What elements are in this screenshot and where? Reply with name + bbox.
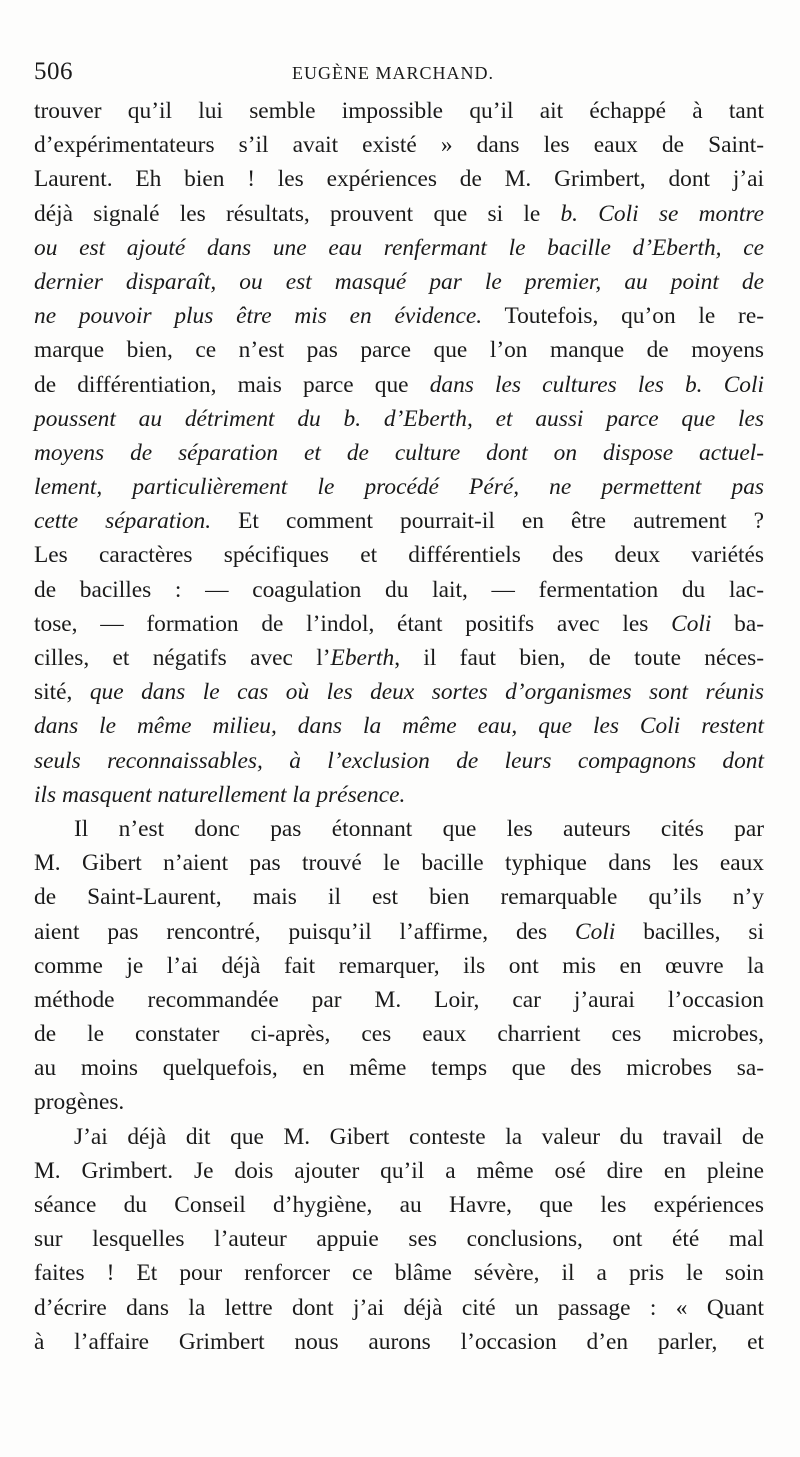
italic-text: ne pouvoir plus être mis en évidence.	[34, 303, 483, 330]
text-line	[34, 846, 764, 880]
text-line	[34, 1154, 764, 1188]
text-line	[34, 1188, 764, 1222]
page-header	[34, 58, 764, 88]
text-line	[34, 333, 764, 367]
text-segment: méthode recommandée par M. Loir, car j’aurai l’occasion	[34, 986, 764, 1013]
italic-text: seuls reconnaissables, à l’exclusion de leurs compagnons dont	[34, 747, 764, 774]
text-segment: progènes.	[34, 1089, 125, 1116]
text-line	[34, 573, 764, 607]
text-segment: M. Grimbert. Je dois ajouter qu’il a même osé dire en pleine	[34, 1157, 764, 1184]
text-line	[34, 915, 764, 949]
italic-text: ou est ajouté dans une eau renfermant le bacille d’Eberth, ce	[34, 234, 764, 261]
italic-text: dernier disparaît, ou est masqué par le premier, au point de	[34, 268, 764, 295]
text-line	[34, 1017, 764, 1051]
text-line	[34, 538, 764, 572]
italic-text: b. Coli se montre	[560, 200, 764, 227]
body-text	[34, 94, 764, 1359]
text-line	[34, 641, 764, 675]
text-segment: d’expérimentateurs s’il avait existé » dans les eaux de Saint-	[34, 132, 764, 159]
text-line	[34, 402, 764, 436]
italic-text: Coli	[671, 610, 712, 637]
italic-text: moyens de séparation et de culture dont on dispose actuel-	[34, 439, 764, 466]
italic-text: poussent au détriment du b. d’Eberth, et aussi parce que les	[34, 405, 764, 432]
text-segment: Il n’est donc pas étonnant que les auteurs cités par	[74, 815, 764, 842]
text-segment: Les caractères spécifiques et différentiels des deux variétés	[34, 542, 764, 569]
italic-text: Coli	[575, 918, 616, 945]
text-segment: d’écrire dans la lettre dont j’ai déjà cité un passage : « Quant	[34, 1294, 764, 1321]
text-line	[34, 94, 764, 128]
text-line	[34, 1325, 764, 1359]
italic-text: ils masquent naturellement la présence.	[34, 781, 406, 808]
text-line	[34, 1256, 764, 1290]
text-line	[34, 983, 764, 1017]
text-segment: bacilles, si	[615, 918, 764, 945]
text-line	[34, 368, 764, 402]
text-line	[34, 436, 764, 470]
text-segment: au moins quelquefois, en même temps que des microbes sa-	[34, 1055, 764, 1082]
text-line	[34, 675, 764, 709]
text-segment: aient pas rencontré, puisqu’il l’affirme, des	[34, 918, 576, 945]
text-segment: de bacilles : — coagulation du lait, — fermentation du lac-	[34, 576, 764, 603]
text-segment: déjà signalé les résultats, prouvent que si le	[34, 200, 561, 227]
text-segment: cilles, et négatifs avec l’	[34, 645, 331, 671]
text-segment: de différentiation, mais parce que	[34, 371, 430, 398]
text-line	[34, 504, 764, 538]
italic-text: que dans le cas où les deux sortes d’organismes sont réunis	[89, 679, 764, 706]
text-segment: à l’affaire Grimbert nous aurons l’occasion d’en parler, et	[34, 1328, 764, 1355]
text-segment: J’ai déjà dit que M. Gibert conteste la valeur du travail de	[74, 1123, 764, 1150]
text-line	[34, 744, 764, 778]
text-line	[34, 470, 764, 504]
text-line	[34, 709, 764, 743]
italic-text: lement, particulièrement le procédé Péré, ne permettent pas	[34, 474, 764, 501]
text-line	[34, 197, 764, 231]
text-line	[34, 607, 764, 641]
text-segment: séance du Conseil d’hygiène, au Havre, que les expériences	[34, 1192, 764, 1218]
text-segment: sité,	[34, 679, 90, 706]
text-line	[34, 128, 764, 162]
text-segment: tose, — formation de l’indol, étant positifs avec les	[34, 610, 672, 637]
text-segment: Toutefois, qu’on le re-	[482, 303, 764, 330]
text-segment: sur lesquelles l’auteur appuie ses conclusions, ont été mal	[34, 1226, 764, 1253]
text-segment: M. Gibert n’aient pas trouvé le bacille typhique dans les eaux	[34, 850, 764, 877]
text-line	[34, 1291, 764, 1325]
text-line	[34, 265, 764, 299]
text-line	[34, 1085, 764, 1119]
italic-text: Eberth	[330, 645, 395, 671]
text-segment: trouver qu’il lui semble impossible qu’il ait échappé à tant	[34, 98, 764, 124]
text-line	[34, 231, 764, 265]
running-head: EUGÈNE MARCHAND.	[292, 63, 494, 83]
italic-text: dans les cultures les b. Coli	[429, 371, 764, 398]
text-line	[34, 880, 764, 914]
italic-text: cette séparation.	[34, 508, 212, 535]
text-line	[34, 1222, 764, 1256]
text-line	[34, 778, 764, 812]
text-line	[34, 812, 764, 846]
text-line	[34, 1051, 764, 1085]
text-segment: faites ! Et pour renforcer ce blâme sévère, il a pris le soin	[34, 1260, 764, 1287]
text-segment: ba-	[711, 610, 764, 637]
text-segment: de Saint-Laurent, mais il est bien remarquable qu’ils n’y	[34, 884, 764, 911]
italic-text: dans le même milieu, dans la même eau, que les Coli restent	[34, 713, 764, 740]
text-segment: Et comment pourrait-il en être autrement ?	[211, 508, 764, 535]
page-number: 506	[34, 58, 73, 85]
text-line	[34, 299, 764, 333]
text-segment: marque bien, ce n’est pas parce que l’on manque de moyens	[34, 337, 764, 364]
text-segment: de le constater ci-après, ces eaux charrient ces microbes,	[34, 1021, 764, 1048]
text-segment: , il faut bien, de toute néces-	[394, 645, 765, 671]
text-segment: Laurent. Eh bien ! les expériences de M. Grimbert, dont j’ai	[34, 166, 764, 193]
text-segment: comme je l’ai déjà fait remarquer, ils ont mis en œuvre la	[34, 952, 764, 979]
text-line	[34, 949, 764, 983]
text-line	[34, 1120, 764, 1154]
text-line	[34, 162, 764, 196]
